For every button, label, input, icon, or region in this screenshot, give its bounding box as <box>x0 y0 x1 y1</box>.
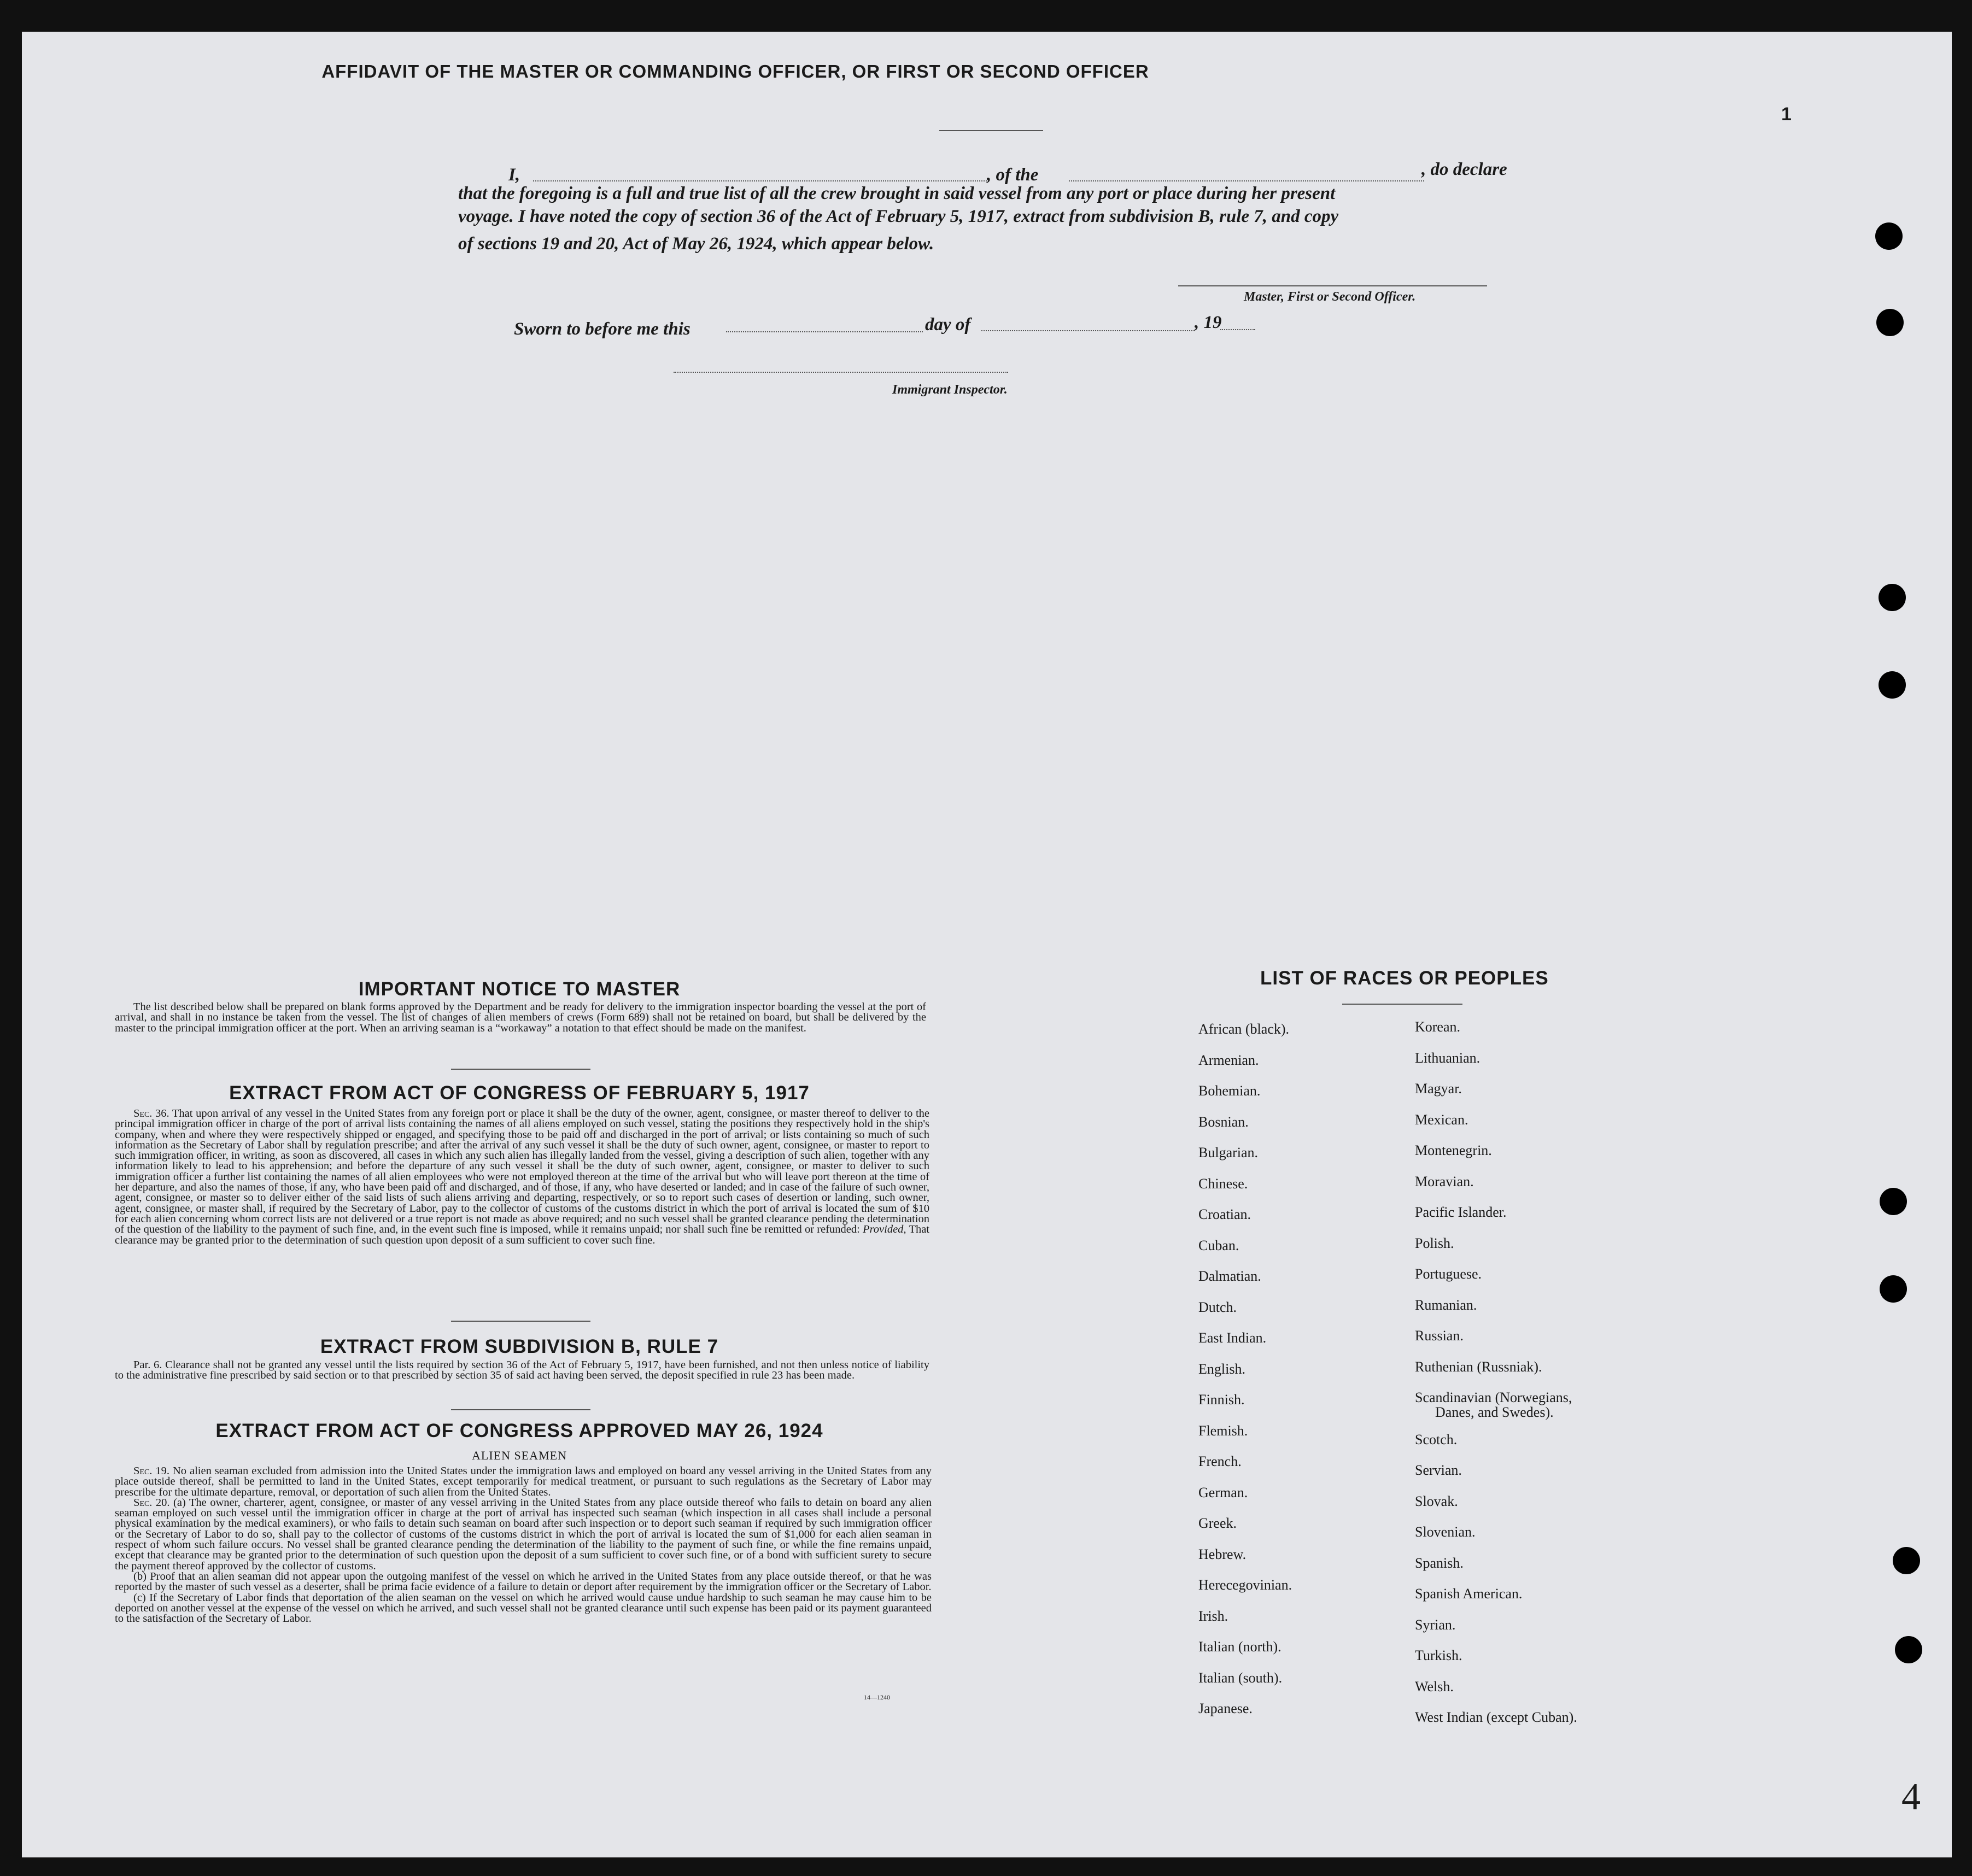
notice-title: IMPORTANT NOTICE TO MASTER <box>358 978 681 1000</box>
race-item: Flemish. <box>1198 1422 1248 1439</box>
master-caption: Master, First or Second Officer. <box>1244 290 1416 304</box>
alien-seamen-subtitle: ALIEN SEAMEN <box>472 1449 567 1462</box>
race-item: German. <box>1198 1484 1248 1500</box>
sec-20a-text: (a) The owner, charterer, agent, consignee, or master of any vessel arriving in the United States from any place outside thereof who fails to detain on board any alien seaman employed on such vessel until the immigration officer in charge at the port of arrival has inspected such seaman (which inspection in all cases shall include a personal physical examination by the medical examiners), or who fails to detain such seaman on board after such inspection or to deport such seaman if required by such immigration officer or the Secretary of Labor to do so, shall pay to the collector of customs of the customs district in which the port of arrival is located the sum of $1,000 for each alien seaman in respect of whom such failure occurs. No vessel shall be granted clearance pending the determination of the liability to the payment of such fine, or while the fine remains unpaid, except that clearance may be granted prior to the determination of such question upon the deposit of a sum sufficient to cover such fine, or of a bond with sufficient surety to secure the payment thereof approved by the collector of customs. <box>115 1496 932 1572</box>
punch-hole <box>1895 1636 1922 1663</box>
race-item: Scandinavian (Norwegians, <box>1415 1390 1572 1405</box>
affidavit-line-2: that the foregoing is a full and true list of all the crew brought in said vessel from any port or place during her present <box>458 184 1336 203</box>
sec-19-text: No alien seaman excluded from admission into the United States under the immigration laws and employed on board any vessel arriving in the United States from any place outside thereof, shall be permitted to land in the United States, except temporarily for medical treatment, or pursuant to such regulations as the Secretary of Labor may prescribe for the ultimate departure, removal, or deportation of such alien from the United States. <box>115 1465 932 1498</box>
rule-7-title: EXTRACT FROM SUBDIVISION B, RULE 7 <box>320 1336 719 1357</box>
sec-20a <box>115 1498 932 1572</box>
race-item: Bohemian. <box>1198 1083 1261 1099</box>
race-item: Pacific Islander. <box>1415 1204 1507 1220</box>
provided-word: Provided, <box>863 1223 906 1236</box>
race-item: Polish. <box>1415 1235 1454 1251</box>
race-item: French. <box>1198 1453 1242 1469</box>
extract-1917-body <box>115 1109 929 1246</box>
race-item: Slovenian. <box>1415 1524 1476 1540</box>
punch-hole <box>1893 1547 1920 1574</box>
race-item: Lithuanian. <box>1415 1050 1481 1066</box>
race-item: Portuguese. <box>1415 1266 1482 1282</box>
race-item: Italian (south). <box>1198 1669 1283 1686</box>
sworn-day-blank[interactable] <box>726 331 923 332</box>
inspector-signature-line[interactable] <box>674 372 1008 373</box>
race-item: Herecegovinian. <box>1198 1577 1292 1593</box>
race-item: Turkish. <box>1415 1648 1462 1663</box>
race-item: East Indian. <box>1198 1330 1267 1346</box>
title-underline <box>939 130 1043 131</box>
sec-19-label: Sec. 19. <box>133 1465 170 1477</box>
races-divider <box>1342 1004 1462 1005</box>
race-item: Montenegrin. <box>1415 1142 1492 1158</box>
punch-hole <box>1875 222 1903 250</box>
extract-1924-body <box>115 1466 932 1624</box>
punch-hole <box>1880 1188 1907 1215</box>
punch-hole <box>1879 671 1906 699</box>
year-blank[interactable] <box>1220 329 1255 330</box>
race-item: Scotch. <box>1415 1431 1458 1447</box>
race-item: Welsh. <box>1415 1678 1454 1695</box>
race-item: Armenian. <box>1198 1052 1259 1068</box>
divider <box>451 1069 590 1070</box>
race-item: Japanese. <box>1198 1701 1253 1716</box>
race-item: Russian. <box>1415 1328 1464 1344</box>
race-item: Bosnian. <box>1198 1113 1249 1130</box>
day-of-label: day of <box>925 315 971 335</box>
race-item: Korean. <box>1415 1019 1461 1035</box>
race-item: Moravian. <box>1415 1173 1474 1189</box>
sworn-label: Sworn to before me this <box>514 319 691 339</box>
affidavit-i: I, <box>508 165 520 185</box>
race-item: Danes, and Swedes). <box>1435 1404 1554 1420</box>
page-mark: 1 <box>1781 104 1792 125</box>
sec-36-label: Sec. 36. <box>133 1107 169 1119</box>
year-prefix: , 19 <box>1195 313 1222 332</box>
race-item: Cuban. <box>1198 1237 1239 1253</box>
punch-hole <box>1879 584 1906 611</box>
sec-20b: (b) Proof that an alien seaman did not appear upon the outgoing manifest of the vessel on which he arrived in the United States from any place outside thereof, or that he was reported by the master of such vessel as a deserter, shall be prima facie evidence of a failure to detain or deport after requirement by the immigration officer or the Secretary of Labor. <box>115 1570 932 1593</box>
punch-hole <box>1876 309 1904 336</box>
divider <box>451 1321 590 1322</box>
sec-19 <box>115 1466 932 1498</box>
sec-20-label: Sec. 20. <box>133 1496 170 1509</box>
form-number: 14—1240 <box>864 1693 890 1701</box>
sec-36-text: That upon arrival of any vessel in the United States from any foreign port or place it shall be the duty of the owner, agent, consignee, or master thereof to deliver to the principal immigration officer in charge of the port of arrival lists containing the names of all aliens employed on such vessel, stating the positions they respectively hold in the ship's company, when and where they were respectively shipped or engaged, and specifying those to be paid off and discharged in the port of arrival; or lists containing so much of such information as the Secretary of Labor shall by regulation prescribe; and after the arrival of any such vessel it shall be the duty of such owner, agent, consignee, or master to report to such immigration officer, in writing, as soon as discovered, all cases in which any such alien has illegally landed from the vessel, giving a description of such alien, together with any information likely to lead to his apprehension; and before the departure of any such vessel it shall be the duty of such owner, agent, consignee, or master to deliver to such immigration officer a further list containing the names of all alien employees who were not employed thereon at the time of the arrival but who will leave port thereon at the time of her departure, and also the names of those, if any, who have been paid off and discharged, and of those, if any, who have deserted or landed; and in case of the failure of such owner, agent, consignee, or master so to deliver either of the said lists of such aliens arriving and departing, respectively, or so to report such cases of desertion or landing, such owner, agent, consignee, or master shall, if required by the Secretary of Labor, pay to the collector of customs of the customs district in which the port of arrival is located the sum of $10 for each alien concerning whom correct lists are not delivered or a true report is not made as above required; and no such vessel shall be granted clearance pending the determination of the question of the liability to the payment of such fine, and, in the event such fine is imposed, while it remains unpaid; nor shall such fine be remitted or refunded: <box>115 1107 929 1236</box>
race-item: African (black). <box>1198 1021 1290 1037</box>
affidavit-line-3: voyage. I have noted the copy of section 36 of the Act of February 5, 1917, extract from subdivision B, rule 7, and copy <box>458 207 1339 226</box>
affidavit-title: AFFIDAVIT OF THE MASTER OR COMMANDING OFFICER, OR FIRST OR SECOND OFFICER <box>321 61 1149 81</box>
extract-1917-title: EXTRACT FROM ACT OF CONGRESS OF FEBRUARY 5, 1917 <box>229 1082 810 1104</box>
master-signature-line[interactable] <box>1178 285 1487 286</box>
affidavit-of-the: , of the <box>987 165 1039 185</box>
race-item: Bulgarian. <box>1198 1145 1259 1160</box>
extract-1924-title: EXTRACT FROM ACT OF CONGRESS APPROVED MAY 26, 1924 <box>215 1420 823 1441</box>
vessel-blank[interactable] <box>1069 180 1424 181</box>
sec-20c: (c) If the Secretary of Labor finds that deportation of the alien seaman on the vessel on which he arrived would cause undue hardship to such seaman he may cause him to be deported on another vessel at the expense of the vessel on which he arrived, and such vessel shall not be granted clearance until such expense has been paid or its payment guaranteed to the satisfaction of the Secretary of Labor. <box>115 1591 932 1625</box>
name-blank[interactable] <box>533 180 987 181</box>
race-item: Rumanian. <box>1415 1297 1477 1313</box>
race-item: Ruthenian (Russniak). <box>1415 1358 1542 1375</box>
sec-36-end: That clearance may be granted prior to the determination of such question upon deposit of a sum sufficient to cover such fine. <box>115 1223 930 1246</box>
race-item: Finnish. <box>1198 1392 1245 1408</box>
race-item: Irish. <box>1198 1608 1228 1624</box>
race-item: Hebrew. <box>1198 1546 1247 1562</box>
divider <box>451 1409 590 1410</box>
rule-7-body: Par. 6. Clearance shall not be granted any vessel until the lists required by section 36 of the Act of February 5, 1917, have been furnished, and not then unless notice of liability to the administrative fine prescribed by said section or to that prescribed by section 35 of said act having been served, the deposit specified in rule 23 has been made. <box>115 1359 929 1382</box>
race-item: Italian (north). <box>1198 1639 1281 1655</box>
race-item: Spanish American. <box>1415 1586 1523 1602</box>
races-title: LIST OF RACES OR PEOPLES <box>1260 968 1549 989</box>
race-item: Magyar. <box>1415 1081 1462 1097</box>
punch-hole <box>1880 1275 1907 1303</box>
race-item: Dutch. <box>1198 1299 1237 1315</box>
race-item: Greek. <box>1198 1515 1237 1531</box>
inspector-caption: Immigrant Inspector. <box>892 383 1008 397</box>
affidavit-do-declare: , do declare <box>1421 160 1507 179</box>
race-item: West Indian (except Cuban). <box>1415 1709 1577 1725</box>
race-item: Mexican. <box>1415 1111 1468 1128</box>
race-item: Syrian. <box>1415 1616 1456 1633</box>
race-item: Croatian. <box>1198 1206 1251 1222</box>
month-blank[interactable] <box>981 330 1195 331</box>
affidavit-line-4: of sections 19 and 20, Act of May 26, 1924, which appear below. <box>458 234 934 254</box>
race-item: Dalmatian. <box>1198 1268 1261 1284</box>
race-item: Chinese. <box>1198 1175 1248 1192</box>
race-item: English. <box>1198 1361 1245 1377</box>
race-item: Slovak. <box>1415 1493 1458 1509</box>
handwritten-page-number: 4 <box>1901 1776 1921 1818</box>
notice-body: The list described below shall be prepared on blank forms approved by the Department and be ready for delivery to the immigration inspector boarding the vessel at the port of arrival, and shall in no instance be taken from the vessel. The list of changes of alien members of crews (Form 689) shall not be retained on board, but shall be delivered by the master to the principal immigration officer at the port. When an arriving seaman is a “workaway” a notation to that effect should be made on the manifest. <box>115 1001 926 1034</box>
race-item: Spanish. <box>1415 1555 1464 1571</box>
race-item: Servian. <box>1415 1462 1462 1478</box>
